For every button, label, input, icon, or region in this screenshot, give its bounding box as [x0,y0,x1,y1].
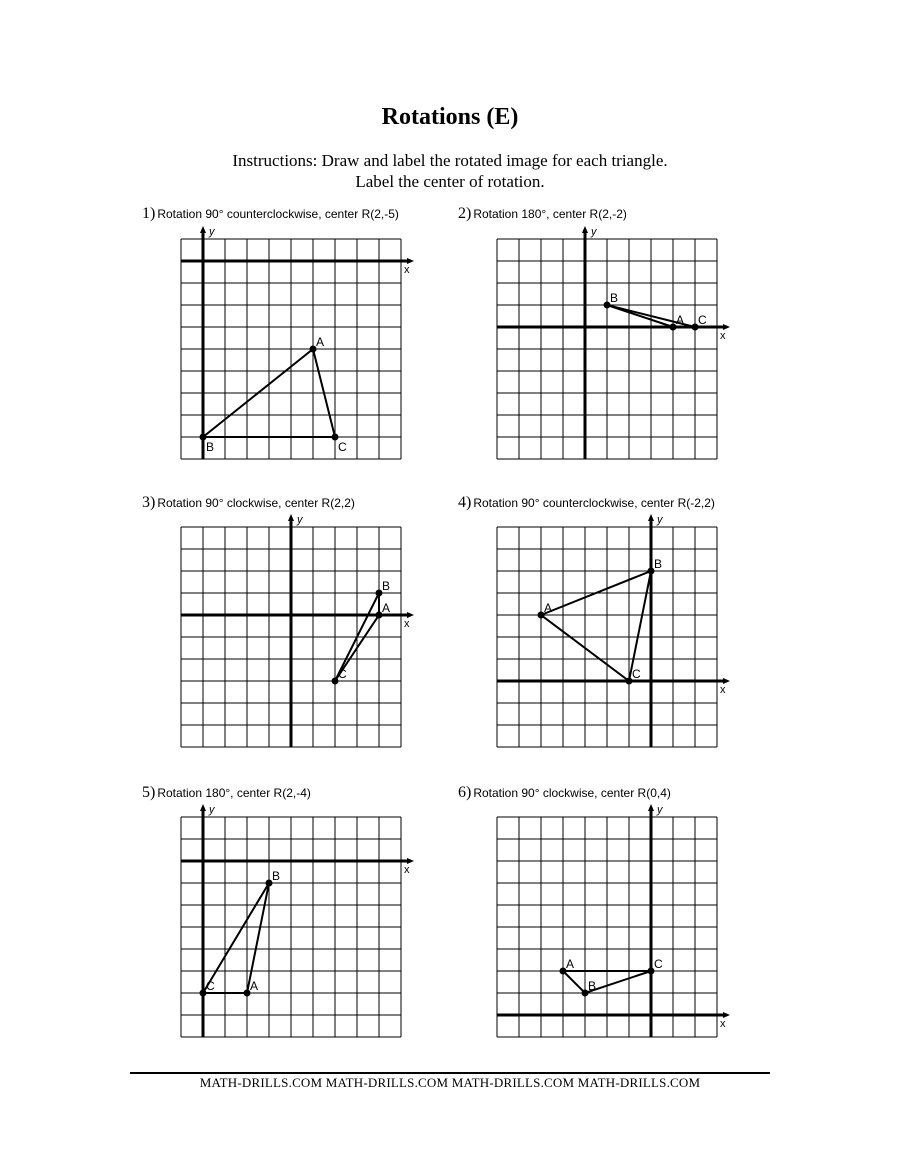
problem-text: Rotation 90° clockwise, center R(2,2) [157,496,355,510]
vertex-label: C [338,440,347,454]
y-axis-arrow [648,514,654,521]
y-axis-label: y [657,514,663,526]
coordinate-grid [458,205,748,467]
instructions [0,150,900,192]
problem-number: 2) [458,205,472,222]
worksheet-title: Rotations (E) [381,104,519,130]
y-axis-arrow [200,226,206,233]
instructions-line-1: Instructions: Draw and label the rotated image for each triangle. [232,151,668,170]
vertex-label: B [382,579,391,593]
vertex-label: C [654,957,663,971]
x-axis-label: x [404,864,410,876]
vertex-label: C [206,979,215,993]
vertex-label: C [632,667,641,681]
grid-lines [497,817,717,1037]
triangle [541,571,651,681]
x-axis-label: x [404,618,410,630]
vertex-label: B [654,557,663,571]
coordinate-grid [142,205,432,467]
coordinate-grid [142,494,432,756]
vertex-label: A [382,601,391,615]
vertex-label: A [544,601,553,615]
footer-rule [130,1072,770,1074]
problem-text: Rotation 90° counterclockwise, center R(-2,2) [473,496,715,510]
grid-lines [181,817,401,1037]
y-axis-label: y [297,514,303,526]
problem-text: Rotation 90° clockwise, center R(0,4) [473,786,671,800]
y-axis-label: y [209,804,215,816]
y-axis-label: y [591,226,597,238]
vertex-label: A [676,313,685,327]
problem-number: 6) [458,784,472,801]
coordinate-grid [142,784,432,1046]
vertex-label: B [206,440,215,454]
vertex-label: C [698,313,707,327]
footer-text: MATH-DRILLS.COM MATH-DRILLS.COM MATH-DRILLS.COM MATH-DRILLS.COM [199,1075,701,1090]
problem-number: 3) [142,494,156,511]
vertex-label: B [272,869,281,883]
vertex-label: B [588,979,597,993]
y-axis-arrow [648,804,654,811]
coordinate-grid [458,494,748,756]
vertex-label: A [566,957,575,971]
x-axis-label: x [404,264,410,276]
problem-text: Rotation 180°, center R(2,-4) [157,786,311,800]
vertex-label: A [250,979,259,993]
problem-text: Rotation 90° counterclockwise, center R(2,-5) [157,207,399,221]
y-axis-arrow [582,226,588,233]
grid-lines [497,239,717,459]
grid-lines [181,239,401,459]
problem-number: 4) [458,494,472,511]
coordinate-grid [458,784,748,1046]
instructions-line-2: Label the center of rotation. [355,172,545,191]
x-axis-label: x [720,330,726,342]
x-axis-label: x [720,1018,726,1030]
problem-number: 1) [142,205,156,222]
y-axis-arrow [288,514,294,521]
triangle [203,883,269,993]
vertex-label: C [338,667,347,681]
y-axis-label: y [209,226,215,238]
problem-number: 5) [142,784,156,801]
problem-text: Rotation 180°, center R(2,-2) [473,207,627,221]
x-axis-label: x [720,684,726,696]
y-axis-label: y [657,804,663,816]
vertex-label: A [316,335,325,349]
grid-lines [497,527,717,747]
y-axis-arrow [200,804,206,811]
vertex-label: B [610,291,619,305]
